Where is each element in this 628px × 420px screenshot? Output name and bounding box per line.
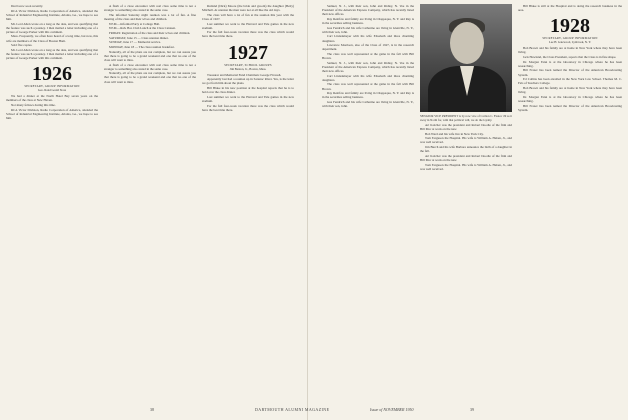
paragraph: Bill Blake is still at the Hospital and is doing the research business in the area. [518,4,622,13]
paragraph: Naturally, all of the plans are not complete, but we can assure you that there is going to be a grand weekend and one that no one of the class will want to miss. [104,71,196,84]
paragraph: Sold five copies. [11,43,33,48]
paragraph: Carl Lindenmeyer with his wife Elisabeth and three charming daughters. [322,73,414,82]
paragraph: The informal Saturday night reunion was a lot of fun. A fine meeting of the class and their wives and children. [104,12,196,21]
paragraph: SATURDAY, June 15 — Class reunion dinner. [109,35,169,40]
paragraph: Ed Collins has been enrolled in the New York Law School. Thomas M. C. Fels of Teachers College. [518,77,622,86]
column-1 [6,4,98,394]
page-gutter [307,0,308,420]
class-year: 1928 [550,15,590,38]
issue-date: Issue of NOVEMBER 1950 [370,407,414,412]
paragraph: For the full four-week vacation there was the class which would have the best time there. [202,103,294,112]
class-secretary-label: SECRETARY, GROUP INFORMATION [24,84,80,89]
class-heading-1927 [202,43,294,71]
class-secretary-name: Jim Benton, Jr., Boston, Mass. [229,66,267,71]
paragraph: Art Kolcher was the president and Robert Doodle of the firm and Bill Mac at work on the new. [420,153,512,162]
class-secretary-label: SECRETARY, SCHOOL GROUPS [224,62,272,67]
paragraph: 8 P.M.—Informal Party at College Hall. [109,21,160,26]
paragraph: Apparently last had a reunion up in Saranac River. Yes, is the letter we got from him about the plans. [202,77,294,86]
paragraph: Bob Brown and his family are at home in New York where they have been living. [518,86,622,95]
paragraph: Not many fellows during this time. [11,102,56,107]
paragraph: Samuel, N. J., with their son, John and Ridley, N. Vee in the President of the American Express Company, which has recently listed their new offices. [322,4,414,17]
paragraph: Mr. Lord Allen wrote on a long as the date, and was qualifying that the feature was such a journey. I then mailed a letter including one of a picture of George Parker with this comment. [6,47,98,61]
paragraph: Lawrence Morrison, also of the Class of 1927, is in the research department. [322,43,414,52]
paragraph: Treasurer and Memorial Fund Chairman: George Fiveash. [207,72,282,77]
paragraph: Last summer we went to the Harvard and Yale games in the new stadium. [202,21,294,30]
column-4 [322,4,414,394]
paragraph: The class was well represented at the game in the fall with Bill Brown. [322,52,414,61]
class-secretary-label: SECRETARY, GROUP INFORMATION [542,36,598,41]
paragraph: The class was well represented at the game in the fall with Bill Brown. [322,82,414,91]
paragraph: Tom Ferguson the Hospital. His wife is William A. Haben, Jr., and was well received. [420,136,512,145]
portrait-photo [420,4,512,112]
paragraph: 8 P.M.—Rah. Bar. Club Lunch at the Class Canteen. [109,26,176,31]
paragraph: Mr. Lord Allen wrote on a long as the date, and was qualifying that the feature was such a journey. I then mailed a letter including one of a picture of George Parker with this comment. [6,21,98,34]
paragraph: Bill Frazer has been named the Director of the American Broadcasting System. [518,103,622,112]
paragraph: We had a dinner at the North Hotel Bay seven years on the members of the class at New Haven. [6,94,98,103]
class-year: 1927 [228,41,268,64]
paragraph: Jack Howland, the Class President, reports that the Class is in fine shape. [523,54,617,59]
paragraph: Ray Rentfaw and family are living in Chappaqua, N. Y. and Ray is in the securities selling business. [322,91,414,100]
paragraph: MONDAY, June 18 — The class reunion breakfast. [109,45,175,49]
class-secretary-name: Geo. Rand Gould Stoss [37,88,67,93]
column-6 [518,4,622,394]
paragraph: Art Kolcher was the president and Robert Doodle of the firm and Bill Mac at work on the new. [420,122,512,131]
paragraph: RCA Victor Division, Radio Corporation of America, attended the School of Industrial Engineering Institute, Atlanta, Ga., we hope to see him. [6,107,98,120]
paragraph: A flash of a close encounter with real class some time is not a stranger to something also stated in the same case. [104,62,196,71]
paragraph: SUNDAY, June 17 — Memorial service. [109,40,161,45]
paragraph: Naturally, all of the plans are not complete, but we can assure you that there is going to be a grand weekend and one that no one of the class will want to miss. [104,49,196,62]
class-heading-1926 [6,64,98,92]
paragraph: Gus Fendrich and his wife Catherine are living in Glenville, N. Y., with their son, John. [322,100,414,109]
paragraph: Bob Ward and his wife live in New York City. [425,131,484,136]
magazine-title: DARTMOUTH ALUMNI MAGAZINE [255,407,330,412]
photo-caption: SENATOR VICE PRESIDENT is by now vice of Carlton C. Fiance '29 as it away in North for, with that political will, we do the loyalty. [420,114,512,122]
page-footer [0,406,628,414]
paragraph: Last summer we went to the Harvard and Yale games in the new stadium. [202,94,294,103]
class-secretary-name: Lee H. Gatewood, Lynbrook, N. Y. [549,40,591,45]
paragraph: Dr. Morgan Fenn is at the laboratory in Chicago where he has been researching. [518,94,622,103]
paragraph: Dr. Morgan Fenn is at the laboratory in Chicago where he has been researching. [518,59,622,68]
page-number-right: 39 [470,407,474,412]
paragraph: Samuel, N. J., with their son, John and Ridley, N. Vee in the President of the American Express Company, which has recently listed their new offices. [322,60,414,73]
paragraph: Gus Fendrich and his wife Catherine are living in Glenville, N. Y., with their son, John. [322,25,414,34]
paragraph: Rutland (Dick) Moore (the bride and groom) the daughter (Betty) Mitchell. At reunion the men were not at all like the old days. [202,4,294,13]
paragraph: Carl Lindenmeyer with his wife Elisabeth and three charming daughters. [322,34,414,43]
page-number-left: 38 [150,407,154,412]
paragraph: Ray Rentfaw and family are living in Chappaqua, N. Y. and Ray is in the securities selling business. [322,16,414,25]
paragraph: Tom Ferguson the Hospital. His wife is William A. Haben, Jr., and was well received. [420,162,512,171]
column-5 [420,4,512,394]
paragraph: Bill Blake in his new position at the hospital reports that he is to hold over the class dinner. [202,86,294,95]
paragraph: Jim Burch and his wife Barbara announce the birth of a daughter in the fall. [420,145,512,154]
paragraph: For the full four-week vacation there was the class which would have the best time there. [202,30,294,39]
paragraph: Bill Frazer has been named the Director of the American Broadcasting System. [518,68,622,77]
paragraph: The class will have a lot of fun at the reunion this year with the Class of 1927. [202,12,294,21]
paragraph: Bob Brown and his family are at home in New York where they have been living. [518,46,622,55]
paragraph: RCA Victor Division, Radio Corporation of America, attended the School of Industrial Engineering Institute, Atlanta, Ga., we hope to see him. [6,8,98,21]
column-3 [202,4,294,394]
paragraph: Dud Grow soon recently. [11,4,44,8]
paragraph: A flash of a close encounter with real class some time is not a stranger to something also stated in the same case. [104,4,196,13]
paragraph: Mass. Frequently, we often have heard of a long time, but now, this wife are members of the Class of Boston Ham. [6,34,98,43]
paragraph: FRIDAY. Registration of the class and their wives and children. [109,30,191,35]
class-year: 1926 [32,63,72,86]
column-2 [104,4,196,394]
class-heading-1928 [518,16,622,44]
